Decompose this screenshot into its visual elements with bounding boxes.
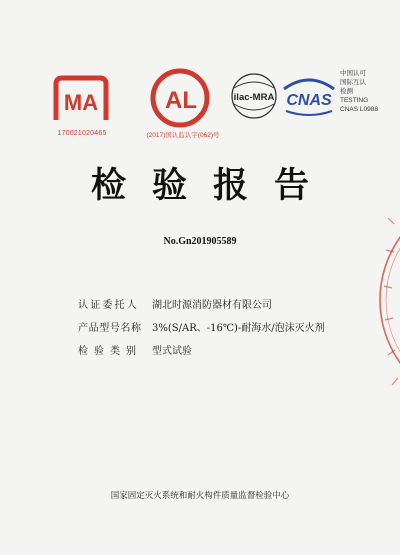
report-number: No.Gn201905589 <box>163 236 237 247</box>
cnas-line: 中国认可 <box>340 70 366 77</box>
cma-logo <box>50 70 112 130</box>
cnas-line: TESTING <box>340 97 369 104</box>
seal-stamp <box>368 190 400 410</box>
field-row-category <box>78 338 325 361</box>
cnas-letters: CNAS <box>286 92 332 109</box>
field-value: 型式试验 <box>152 346 192 357</box>
ilac-mra-logo <box>228 70 280 122</box>
field-label: 产品型号名称 <box>78 323 142 334</box>
cnas-line: 国际互认 <box>340 79 366 86</box>
cma-letters: MA <box>63 90 99 115</box>
cal-logo <box>148 66 212 130</box>
field-label: 检验类别 <box>78 346 142 357</box>
field-row-client <box>78 292 325 315</box>
field-value: 湖北时源消防器材有限公司 <box>152 300 272 311</box>
field-value: 3%(S/AR、-16℃)-耐海水/泡沫灭火剂 <box>152 323 325 334</box>
cnas-caption <box>340 69 378 114</box>
cnas-logo <box>280 75 338 117</box>
cal-letters: AL <box>165 87 197 114</box>
issuing-authority: 国家固定灭火系统和耐火构件质量监督检验中心 <box>110 491 290 501</box>
cnas-line: CNAS L0988 <box>340 106 378 113</box>
ilac-text: ilac-MRA <box>233 92 275 103</box>
cma-number: 170021020465 <box>57 130 107 137</box>
field-label: 认证委托人 <box>78 300 139 311</box>
document-title: 检验报告 <box>90 165 335 206</box>
report-fields <box>78 292 325 361</box>
field-row-product <box>78 315 325 338</box>
cnas-line: 检测 <box>340 88 353 95</box>
cal-caption: (2017)国认监认字(062)号 <box>146 132 220 139</box>
